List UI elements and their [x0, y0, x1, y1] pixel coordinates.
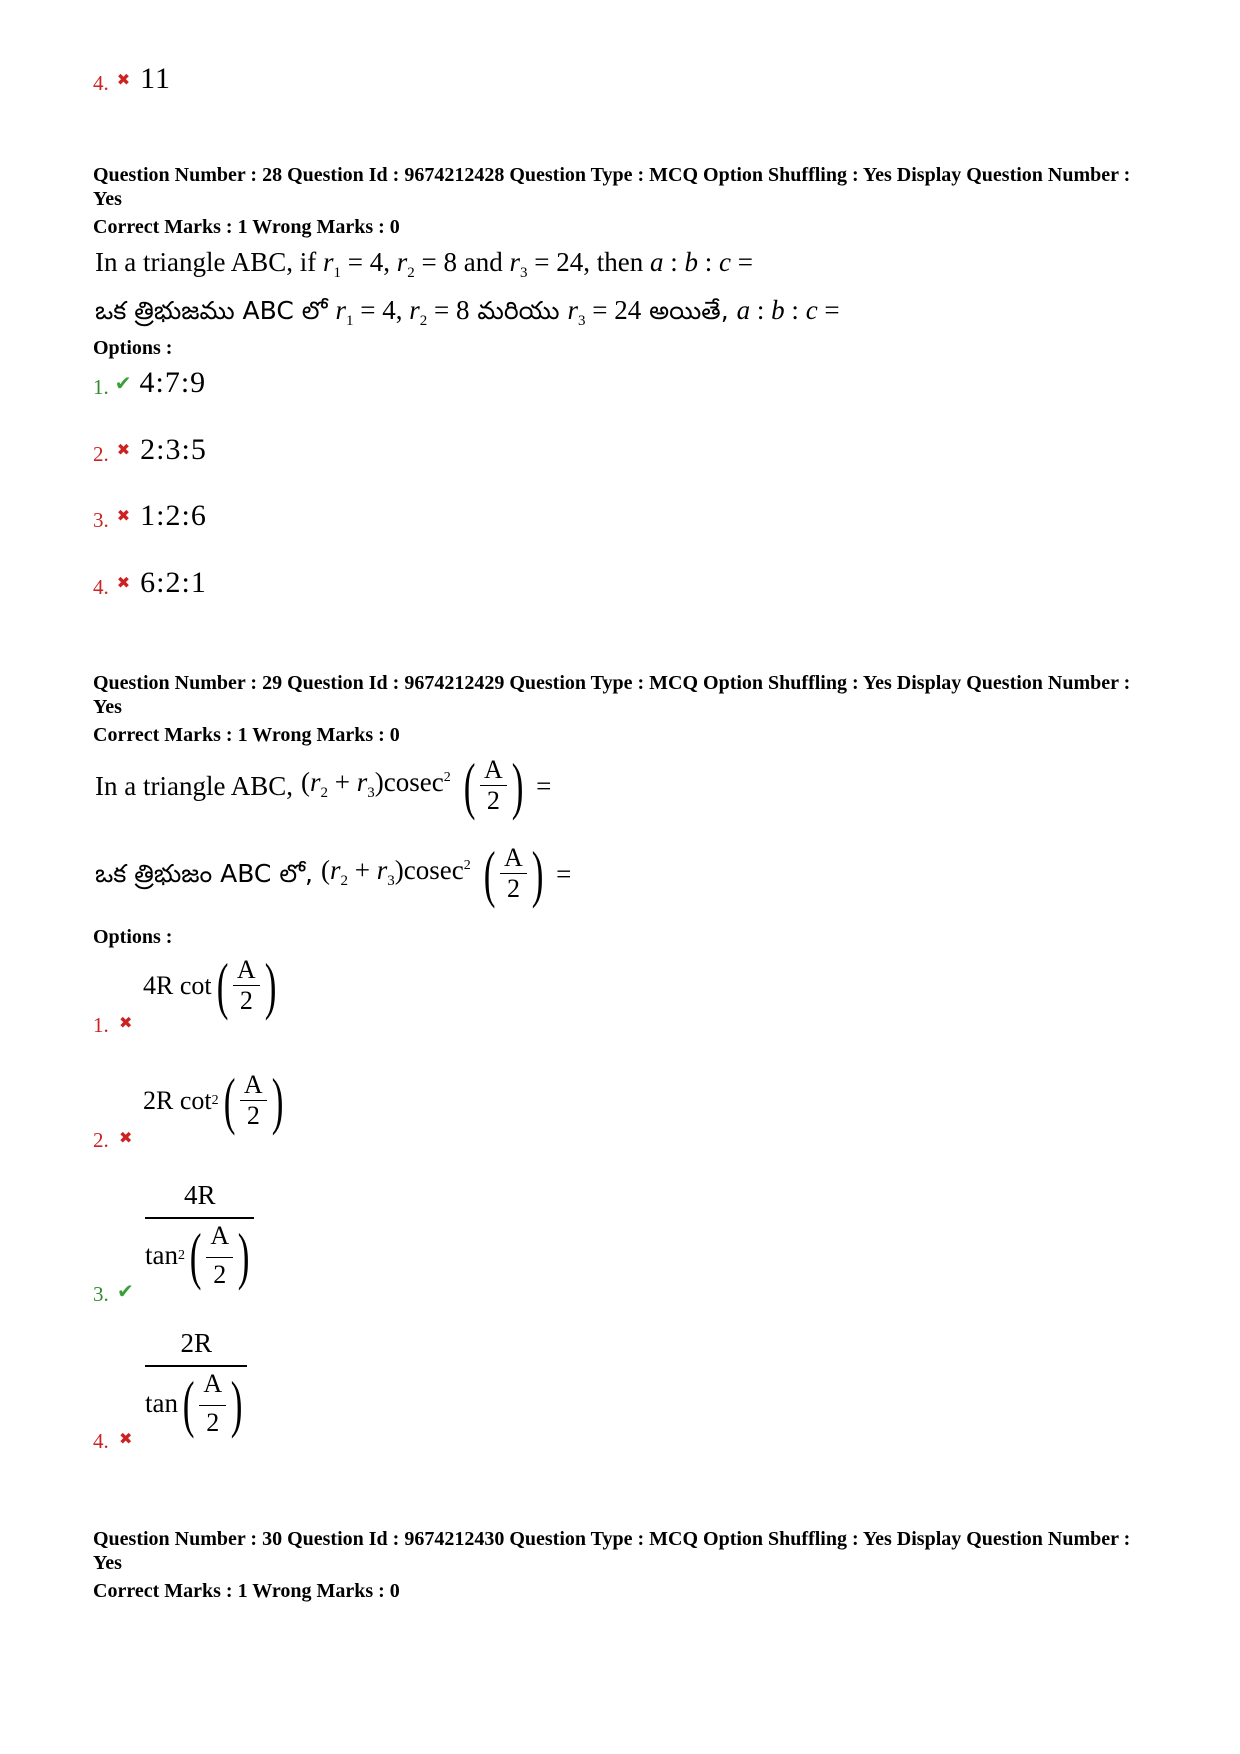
option-fn: cot — [179, 1085, 212, 1115]
q28-stem-english: In a triangle ABC, if $r_1 = 4$, $r_2 = 8$ and $r_3 = 24$, then a : b : c = — [95, 247, 753, 281]
q28-stem-telugu: ఒక త్రిభుజము ABC లో $r_1 = 4$, $r_2 = 8$ మరియు $r_3 = 24$ అయితే, a : b : c = — [95, 295, 840, 329]
stem-then-te: అయితే, — [649, 296, 729, 325]
q30-meta-line2: Correct Marks : 1 Wrong Marks : 0 — [93, 1580, 400, 1602]
option-number: 4. — [93, 575, 109, 599]
wrong-mark-icon: ✖ — [116, 440, 131, 459]
option-number: 3. — [93, 508, 109, 532]
q29-option-4[interactable]: 4. ✖ 2R tan ( $\frac{A}{2}$ ) — [93, 1328, 493, 1458]
q28-option-1[interactable] — [93, 365, 206, 400]
q29-option-2[interactable]: 2. ✖ 2R cot 2 ( $\frac{A}{2}$ ) — [93, 1064, 284, 1152]
option-number: 4. — [93, 70, 109, 95]
option-text: 1:2:6 — [140, 498, 207, 532]
option-number: 4. — [93, 1429, 109, 1453]
q27-option-4[interactable] — [93, 62, 171, 96]
option-text: 2:3:5 — [140, 432, 207, 466]
stem-text: In a triangle ABC, if — [95, 247, 317, 277]
option-number: 3. — [93, 1282, 109, 1306]
stem-and: and — [463, 247, 503, 277]
option-fn: tan — [145, 1388, 178, 1418]
q29-option-3[interactable]: 3. ✔ 4R tan 2 ( $\frac{A}{2}$ ) — [93, 1180, 493, 1310]
r3-value: 24 — [614, 295, 642, 325]
option-text: 11 — [140, 62, 172, 95]
option-coef: 2R — [143, 1085, 174, 1115]
q28-meta-line2: Correct Marks : 1 Wrong Marks : 0 — [93, 216, 400, 238]
q28-option-3[interactable] — [93, 498, 207, 533]
q30-meta — [93, 1527, 1153, 1603]
r2-value: 8 — [443, 247, 457, 277]
option-number: 1. — [93, 1013, 109, 1037]
r3-value: 24 — [556, 247, 584, 277]
r1-value: 4 — [369, 247, 384, 277]
stem-text-te: ఒక త్రిభుజం ABC లో, — [95, 858, 314, 888]
q28-options-label: Options : — [93, 337, 173, 359]
stem-text-te: ఒక త్రిభుజము ABC లో — [95, 296, 328, 325]
option-number: 1. — [93, 375, 109, 399]
r2-value: 8 — [455, 295, 470, 325]
stem-text: In a triangle ABC, — [95, 770, 293, 801]
q28-option-2[interactable] — [93, 432, 207, 467]
r1-value: 4 — [382, 295, 396, 325]
option-fn: cot — [179, 970, 212, 1000]
option-fn: tan — [145, 1240, 178, 1270]
stem-then: , then — [583, 247, 644, 277]
q28-meta — [93, 163, 1153, 239]
wrong-mark-icon: ✖ — [116, 69, 131, 89]
correct-check-icon: ✔ — [117, 1279, 134, 1303]
q28-meta-line1: Question Number : 28 Question Id : 9674212428 Question Type : MCQ Option Shuffling : Yes Display Question Number : Yes — [93, 164, 1131, 210]
q29-meta-line1: Question Number : 29 Question Id : 9674212429 Question Type : MCQ Option Shuffling : Yes Display Question Number : Yes — [93, 672, 1131, 718]
wrong-mark-icon: ✖ — [116, 573, 131, 592]
q28-option-4[interactable] — [93, 565, 207, 600]
option-text: 4:7:9 — [139, 365, 207, 399]
q29-option-1[interactable]: 1. ✖ 4R cot ( $\frac{A}{2}$ ) — [93, 949, 277, 1037]
wrong-mark-icon: ✖ — [119, 1013, 133, 1032]
option-number: 2. — [93, 442, 109, 466]
q29-options-label: Options : — [93, 926, 173, 948]
q29-meta — [93, 671, 1153, 747]
correct-check-icon: ✔ — [114, 370, 132, 395]
wrong-mark-icon: ✖ — [116, 506, 131, 525]
q29-stem-english: In a triangle ABC, $(r_2 + r_3)cosec^2$ ( $\frac{A}{2}$ ) = — [95, 749, 552, 821]
stem-and-te: మరియు — [477, 296, 560, 325]
q29-meta-line2: Correct Marks : 1 Wrong Marks : 0 — [93, 724, 400, 746]
option-text: 6:2:1 — [140, 565, 207, 599]
option-power: 2 — [178, 1247, 185, 1263]
option-coef: 4R — [143, 970, 174, 1000]
wrong-mark-icon: ✖ — [119, 1128, 133, 1147]
option-number: 2. — [93, 1128, 109, 1152]
option-power: 2 — [211, 1092, 219, 1108]
option-numerator: 2R — [180, 1328, 212, 1358]
q30-meta-line1: Question Number : 30 Question Id : 9674212430 Question Type : MCQ Option Shuffling : Yes Display Question Number : Yes — [93, 1528, 1131, 1574]
option-numerator: 4R — [183, 1180, 216, 1210]
q29-stem-telugu: ఒక త్రిభుజం ABC లో, $(r_2 + r_3)cosec^2$ ( $\frac{A}{2}$ ) = — [95, 837, 572, 909]
wrong-mark-icon: ✖ — [119, 1429, 133, 1448]
